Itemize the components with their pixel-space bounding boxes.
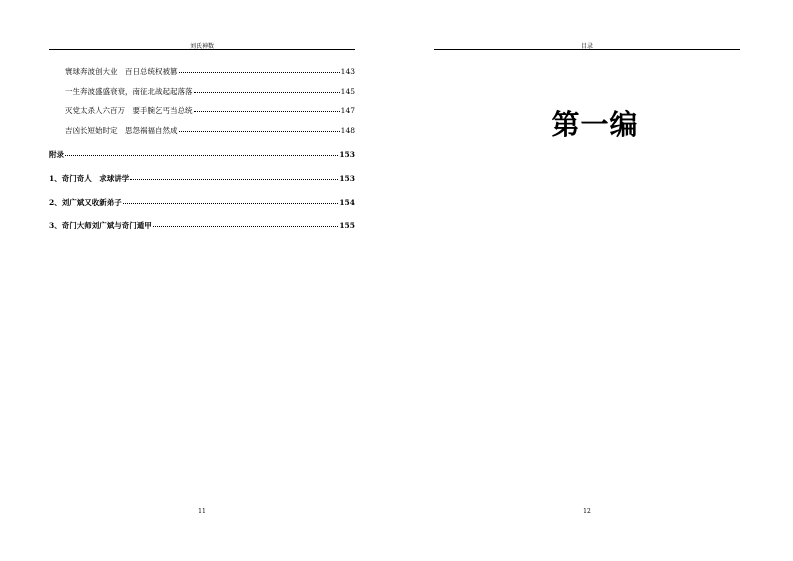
toc-entry-title: 2、刘广斌又收新弟子: [49, 198, 122, 207]
toc-entry-title: 灭党太杀人六百万 要手腕乞丐当总统: [65, 106, 193, 115]
page-number: 11: [198, 508, 206, 515]
toc-entry[interactable]: [49, 105, 355, 116]
toc-entry[interactable]: [49, 125, 355, 136]
toc-entry-title: 3、奇门大师刘广斌与奇门遁甲: [49, 221, 152, 230]
toc-entry-title: 一生奔波盛盛衰衰，南征北战起起落落: [65, 87, 193, 96]
left-page: [0, 0, 396, 561]
toc-entry-title: 附录: [49, 150, 64, 159]
part-title: 第一编: [551, 108, 639, 141]
toc-entry-appendix[interactable]: [49, 149, 355, 160]
toc-entry-page: 145: [340, 87, 355, 96]
running-head: 刘氏神数: [189, 43, 214, 50]
toc-entry[interactable]: [49, 197, 355, 208]
header-rule: [49, 49, 355, 50]
toc-leader-dots: [123, 203, 339, 204]
toc-entry[interactable]: [49, 220, 355, 231]
toc-leader-dots: [194, 111, 340, 112]
toc-entry-title: 寰球奔波创大业 百日总统权被篡: [65, 67, 178, 76]
page-number: 12: [583, 508, 591, 515]
toc-leader-dots: [130, 179, 338, 180]
toc-entry-page: 153: [339, 150, 355, 159]
toc-leader-dots: [65, 155, 338, 156]
toc-entry-page: 154: [339, 198, 355, 207]
toc-entry-title: 1、奇门奇人 求球讲学: [49, 174, 130, 183]
toc-entry-page: 147: [340, 106, 355, 115]
toc-entry-page: 148: [340, 126, 355, 135]
right-page: [397, 0, 793, 561]
header-rule: [434, 49, 740, 50]
toc-entry-page: 155: [339, 221, 355, 230]
toc-entry[interactable]: [49, 66, 355, 77]
toc-entry-page: 153: [339, 174, 355, 183]
toc-leader-dots: [153, 226, 339, 227]
toc-leader-dots: [194, 92, 340, 93]
toc-entry-title: 吉凶长短始时定 思怨祸福自然成: [65, 126, 178, 135]
toc-leader-dots: [179, 72, 340, 73]
toc-entry[interactable]: [49, 86, 355, 97]
toc-leader-dots: [179, 131, 340, 132]
running-head: 目录: [580, 43, 593, 50]
toc-entry[interactable]: [49, 173, 355, 184]
toc-entry-page: 143: [340, 67, 355, 76]
